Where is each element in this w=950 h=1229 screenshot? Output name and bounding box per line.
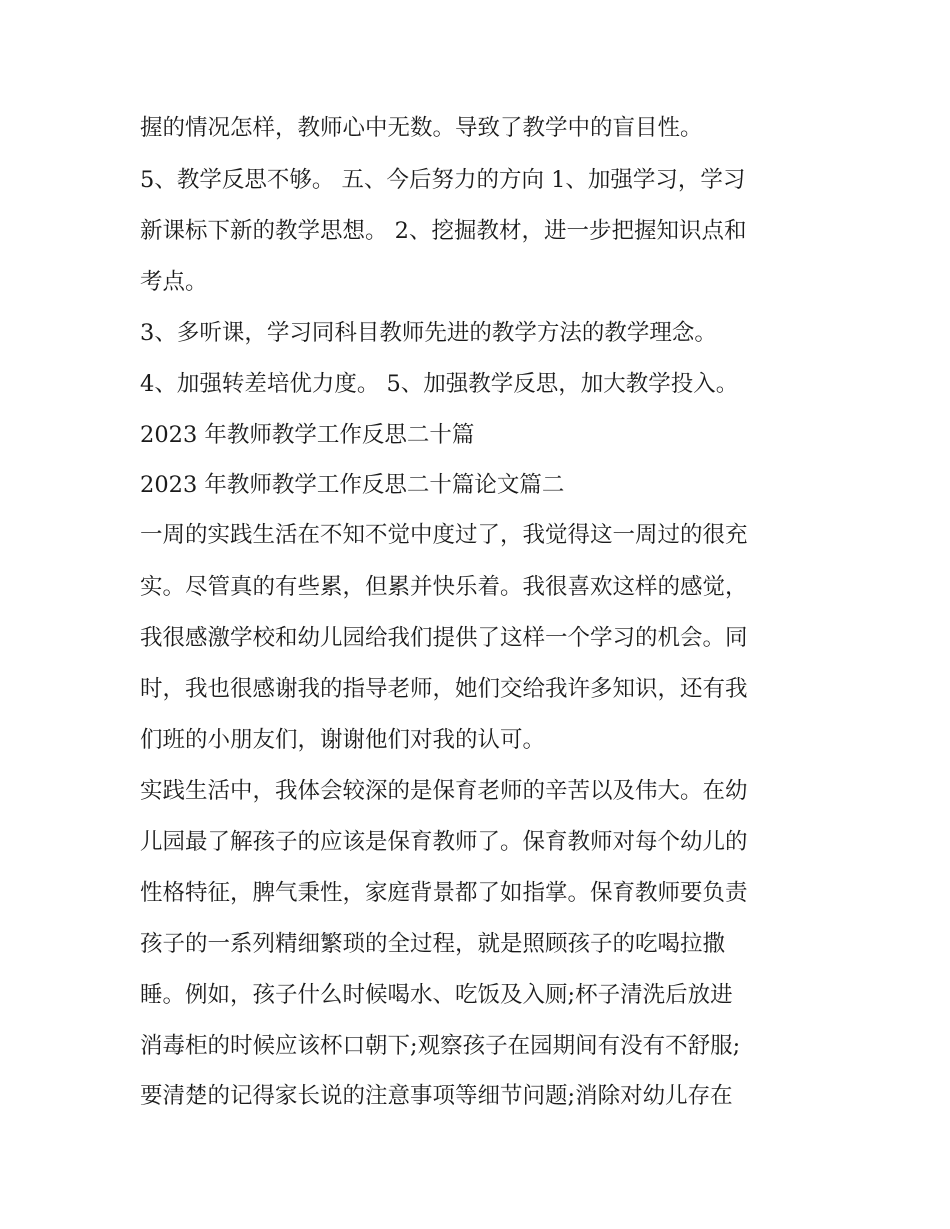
text-line: 4、加强转差培优力度。 5、加强教学反思，加大教学投入。	[140, 371, 739, 397]
text-line: 3、多听课，学习同科目教师先进的教学方法的教学理念。	[140, 320, 717, 346]
text-line: 们班的小朋友们，谢谢他们对我的认可。	[140, 727, 546, 753]
text-line: 我很感激学校和幼儿园给我们提供了这样一个学习的机会。同	[140, 625, 748, 651]
text-line: 要清楚的记得家长说的注意事项等细节问题;消除对幼儿存在	[140, 1083, 733, 1109]
text-line: 新课标下新的教学思想。 2、挖掘教材，进一步把握知识点和	[140, 218, 747, 244]
text-line: 儿园最了解孩子的应该是保育教师了。保育教师对每个幼儿的	[140, 829, 748, 855]
text-line: 考点。	[140, 269, 208, 295]
text-line: 握的情况怎样，教师心中无数。导致了教学中的盲目性。	[140, 115, 703, 141]
section-heading: 2023 年教师教学工作反思二十篇	[140, 422, 475, 448]
text-line: 消毒柜的时候应该杯口朝下;观察孩子在园期间有没有不舒服;	[140, 1033, 741, 1059]
text-line: 孩子的一系列精细繁琐的全过程，就是照顾孩子的吃喝拉撒	[140, 931, 726, 957]
text-line: 一周的实践生活在不知不觉中度过了，我觉得这一周过的很充	[140, 522, 748, 548]
text-line: 5、教学反思不够。 五、今后努力的方向 1、加强学习，学习	[140, 167, 746, 193]
text-line: 实践生活中，我体会较深的是保育老师的辛苦以及伟大。在幼	[140, 778, 748, 804]
text-line: 时，我也很感谢我的指导老师，她们交给我许多知识，还有我	[140, 676, 748, 702]
article-title: 2023 年教师教学工作反思二十篇论文篇二	[140, 472, 565, 498]
text-line: 睡。例如，孩子什么时候喝水、吃饭及入厕;杯子清洗后放进	[140, 982, 733, 1008]
text-line: 实。尽管真的有些累，但累并快乐着。我很喜欢这样的感觉，	[140, 574, 748, 600]
text-line: 性格特征，脾气秉性，家庭背景都了如指掌。保育教师要负责	[140, 880, 748, 906]
